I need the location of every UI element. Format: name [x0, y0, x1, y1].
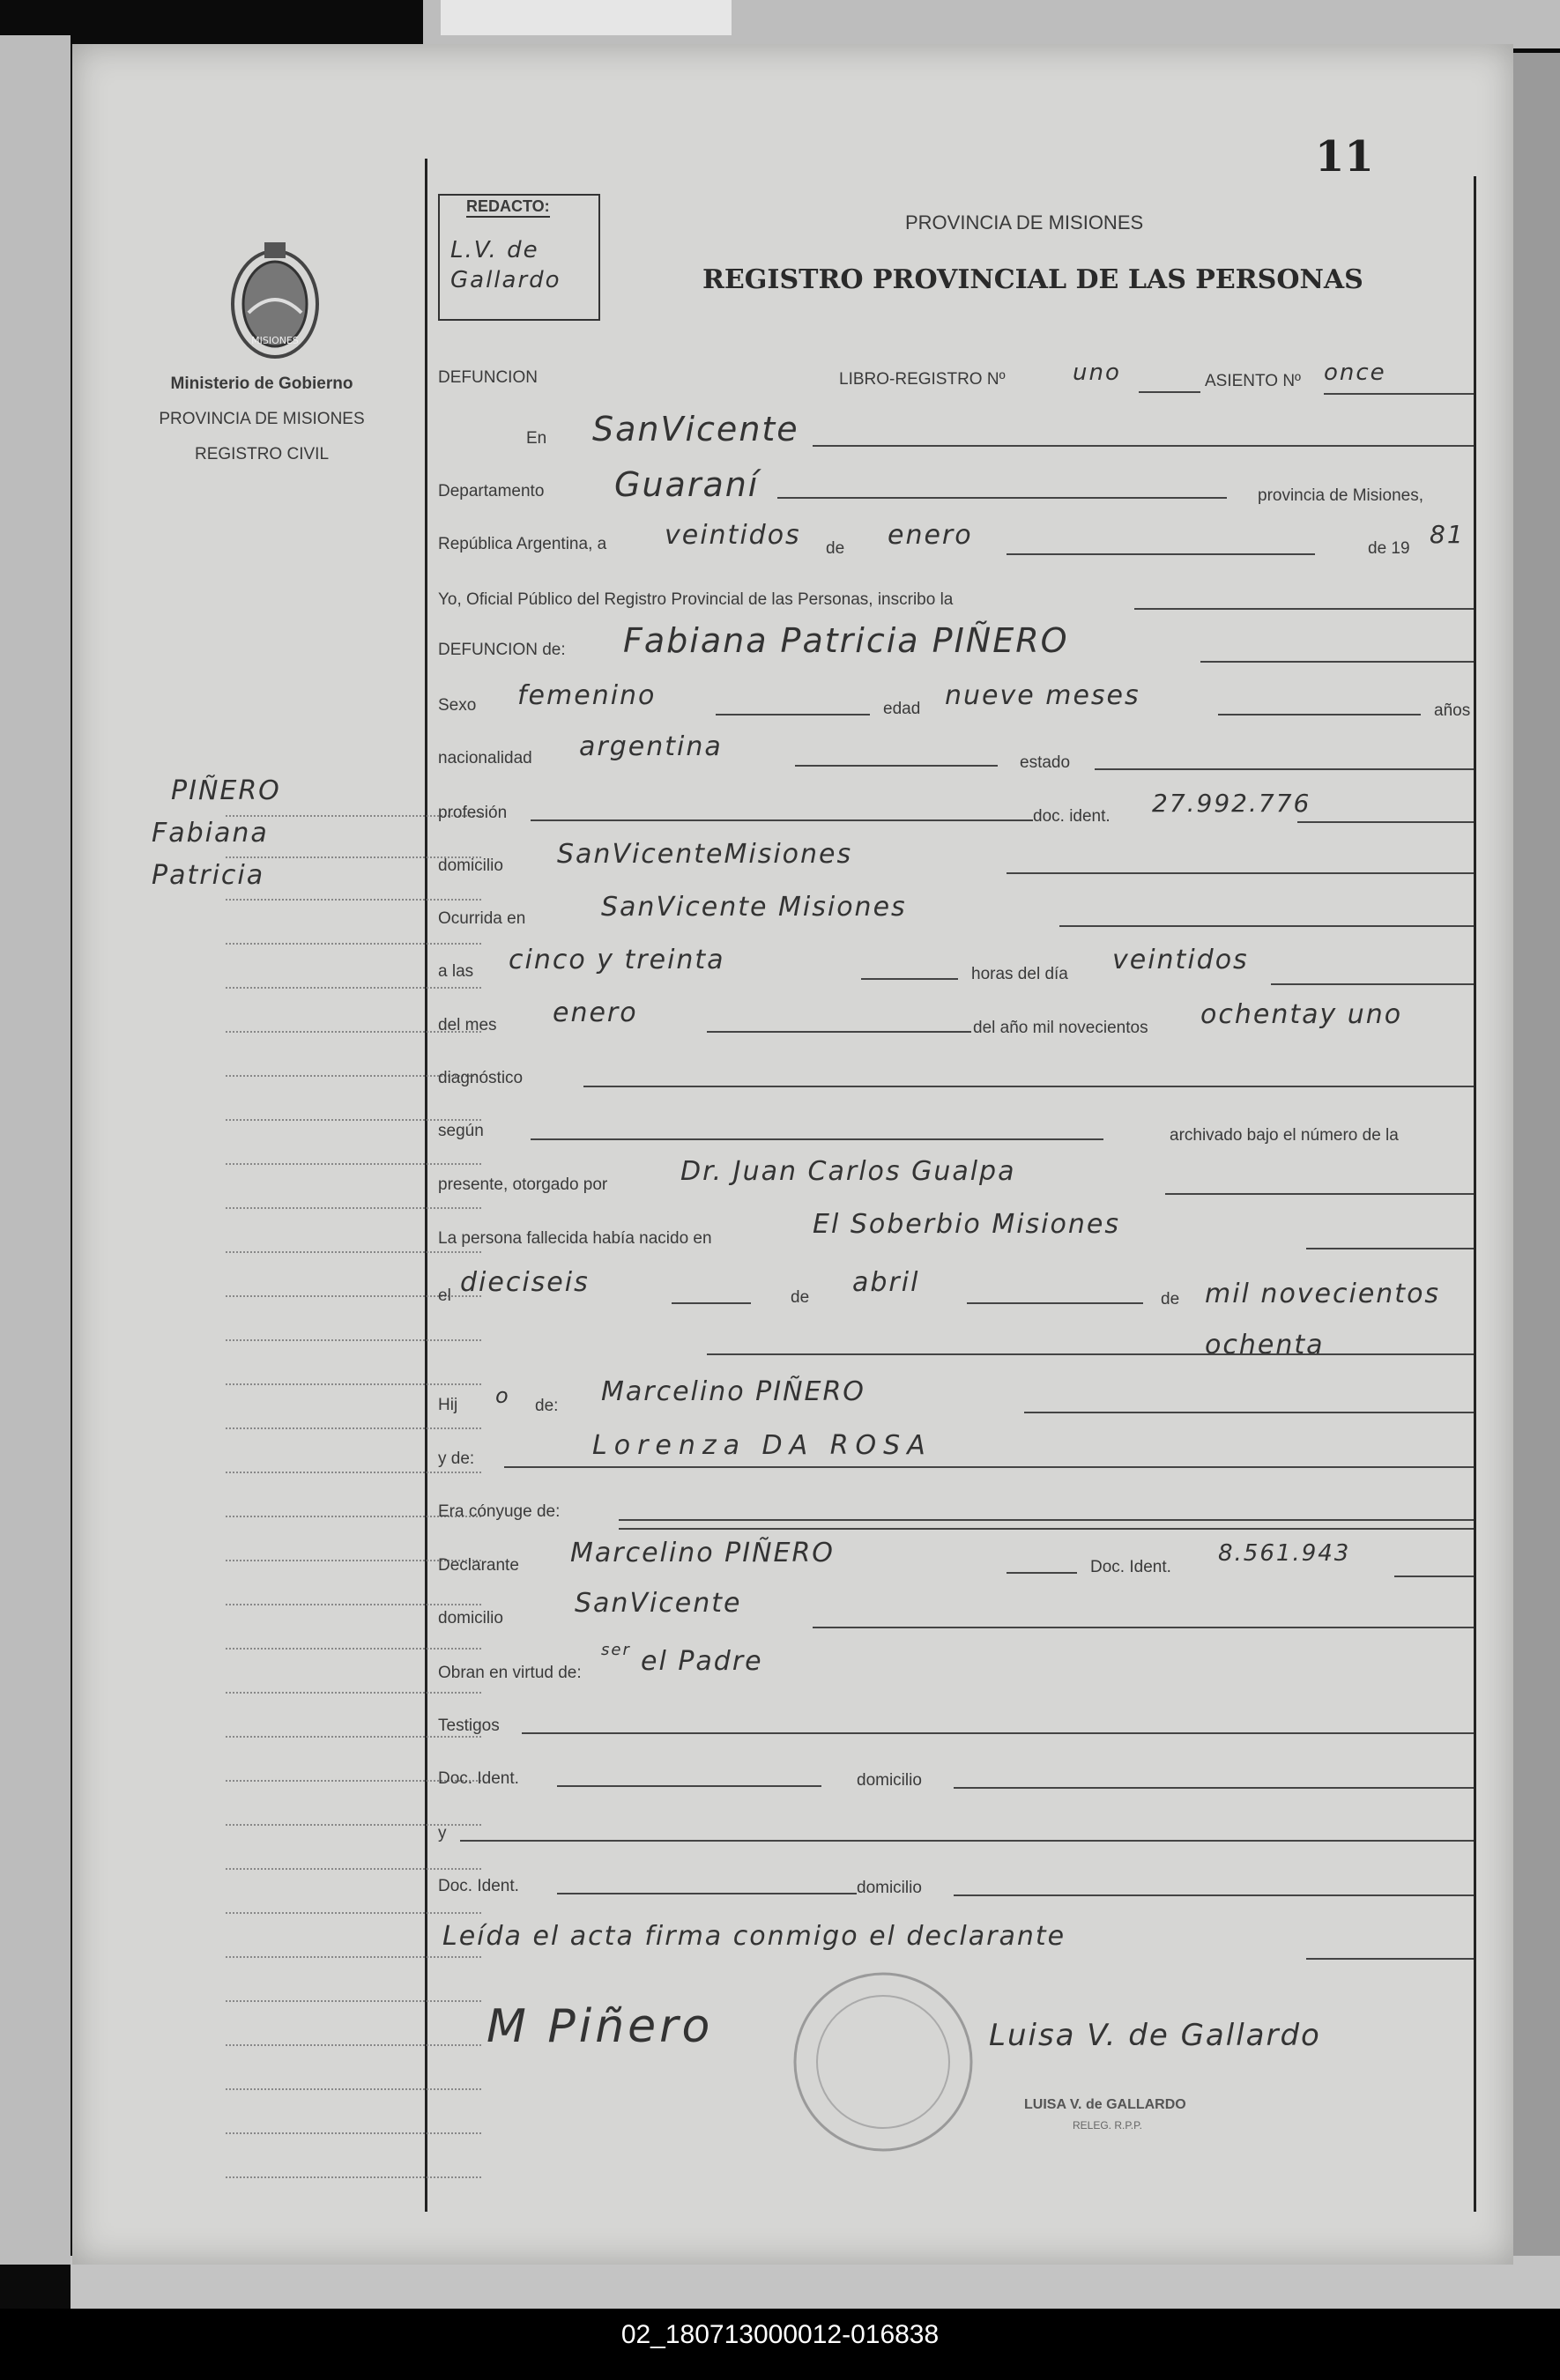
sexo-value: femenino [517, 680, 657, 711]
redacto-box [438, 194, 600, 321]
ministry-line2: PROVINCIA DE MISIONES [159, 410, 365, 428]
segun-label: según [438, 1122, 484, 1140]
diagnostico-label: diagnóstico [438, 1069, 524, 1087]
doc-value: 27.992.776 [1152, 789, 1311, 818]
testigo2-dom-label: domicilio [857, 1879, 922, 1897]
declarante-signature: M Piñero [487, 2000, 714, 2053]
de2-label: de [791, 1288, 810, 1307]
left-rule [425, 159, 427, 2212]
book-edge-top-light [441, 0, 732, 35]
mes-value: enero [888, 520, 973, 551]
conyuge-label: Era cónyuge de: [438, 1502, 561, 1521]
province-header: PROVINCIA DE MISIONES [905, 211, 1144, 234]
de2-value: abril [852, 1267, 920, 1298]
alas-label: a las [438, 962, 474, 981]
ministry-line1: Ministerio de Gobierno [170, 374, 353, 393]
en-label: En [526, 429, 547, 448]
declarante-label: Declarante [438, 1556, 519, 1575]
horas-label: horas del día [971, 965, 1068, 983]
libro-label: LIBRO-REGISTRO Nº [839, 370, 1006, 389]
margin-line [226, 1207, 481, 1209]
asiento-label: ASIENTO Nº [1205, 372, 1301, 390]
margin-line [226, 2044, 481, 2046]
ministry-line3: REGISTRO CIVIL [194, 445, 330, 463]
presente-label: presente, otorgado por [438, 1175, 608, 1194]
margin-line [226, 1339, 481, 1341]
obran-label: Obran en virtud de: [438, 1664, 582, 1682]
margin-line [226, 1692, 481, 1694]
asiento-value: once [1324, 360, 1386, 386]
delanio-value: ochentay uno [1200, 999, 1403, 1030]
coat-of-arms-icon [222, 234, 328, 366]
obran-value: el Padre [641, 1646, 763, 1677]
departamento-value: Guaraní [614, 465, 760, 504]
margin-note-name1: Fabiana [152, 818, 269, 849]
estado-label: estado [1020, 753, 1071, 772]
republica-label: República Argentina, a [438, 535, 607, 553]
margin-line [226, 1472, 481, 1473]
archivado-label: archivado bajo el número de la [1170, 1126, 1399, 1145]
official-stamp-icon [786, 1965, 980, 2159]
de3-value: mil novecientos ochenta [1205, 1279, 1441, 1361]
margin-line [226, 2088, 481, 2090]
declarante-doc-value: 8.561.943 [1218, 1540, 1351, 1567]
domicilio-label: domicilio [438, 856, 503, 875]
margin-line [226, 1163, 481, 1165]
image-code-footer: 02_180713000012-016838 [0, 2309, 1560, 2380]
margin-line [226, 1604, 481, 1605]
de19-label: de 19 [1368, 539, 1410, 558]
nacionalidad-value: argentina [579, 731, 723, 762]
margin-note-surname: PIÑERO [171, 775, 281, 806]
provincia-label: provincia de Misiones, [1258, 486, 1423, 505]
testigo1-doc-label: Doc. Ident. [438, 1769, 519, 1788]
delmes-label: del mes [438, 1016, 497, 1034]
delmes-value: enero [553, 997, 638, 1028]
redacto-value: L.V. de Gallardo [450, 237, 561, 293]
domicilio2-value: SanVicente [575, 1588, 742, 1619]
register-page [72, 44, 1513, 2265]
margin-line [226, 1119, 481, 1121]
margin-line [226, 1427, 481, 1429]
facing-page-edge [0, 35, 71, 2265]
nacido-value: El Soberbio Misiones [813, 1209, 1120, 1240]
defuncion-label: DEFUNCION [438, 368, 538, 387]
margin-line [226, 987, 481, 989]
defuncion-de-label: DEFUNCION de: [438, 641, 566, 659]
page-number: 11 [1315, 132, 1374, 182]
registry-header: REGISTRO PROVINCIAL DE LAS PERSONAS [702, 264, 1363, 295]
anio-value: 81 [1430, 520, 1465, 549]
margin-line [226, 1251, 481, 1253]
margin-line [226, 2132, 481, 2134]
el-value: dieciseis [460, 1267, 590, 1298]
libro-value: uno [1073, 360, 1121, 386]
stamp-name: LUISA V. de GALLARDO [1024, 2097, 1186, 2112]
declarante-value: Marcelino PIÑERO [570, 1538, 835, 1568]
de-label: de [826, 539, 845, 558]
anios-label: años [1434, 701, 1471, 720]
oficial-label: Yo, Oficial Público del Registro Provincial de las Personas, inscribo la [438, 590, 954, 609]
testigos-label: Testigos [438, 1716, 500, 1735]
margin-line [226, 1868, 481, 1870]
margin-line [226, 1648, 481, 1650]
seal-text: MISIONES [251, 335, 299, 346]
margin-line [226, 1383, 481, 1385]
y-label: y [438, 1824, 447, 1842]
horas-dia-value: veintidos [1112, 945, 1249, 975]
edad-label: edad [883, 700, 921, 718]
testigo2-doc-label: Doc. Ident. [438, 1877, 519, 1895]
sexo-label: Sexo [438, 696, 477, 715]
hij-label: Hij [438, 1396, 458, 1414]
yde-label: y de: [438, 1450, 475, 1468]
de3-label: de [1161, 1290, 1180, 1309]
domicilio2-label: domicilio [438, 1609, 503, 1627]
padre-value: Marcelino PIÑERO [601, 1376, 865, 1407]
oficial-signature: Luisa V. de Gallardo [989, 2018, 1321, 2053]
nacionalidad-label: nacionalidad [438, 749, 532, 767]
stamp-title: RELEG. R.P.P. [1073, 2119, 1142, 2132]
dia-value: veintidos [665, 520, 801, 551]
redacto-label: REDACTO: [466, 197, 550, 218]
en-value: SanVicente [592, 410, 799, 449]
docident-label: Doc. Ident. [1090, 1558, 1171, 1576]
margin-line [226, 899, 481, 901]
departamento-label: Departamento [438, 482, 545, 500]
margin-note-name2: Patricia [152, 860, 265, 891]
hijde-label: de: [535, 1397, 559, 1415]
margin-line [226, 1912, 481, 1914]
margin-line [226, 1736, 481, 1738]
delanio-label: del año mil novecientos [973, 1019, 1148, 1037]
presente-value: Dr. Juan Carlos Gualpa [680, 1156, 1016, 1187]
hijo-suffix: o [495, 1383, 510, 1408]
margin-line [226, 1956, 481, 1958]
closing-statement: Leída el acta firma conmigo el declarante [442, 1921, 1066, 1952]
right-rule [1474, 176, 1476, 2212]
domicilio-value: SanVicenteMisiones [557, 839, 853, 870]
madre-value: Lorenza DA ROSA [592, 1430, 932, 1461]
doc-label: doc. ident. [1033, 807, 1111, 826]
nacido-label: La persona fallecida había nacido en [438, 1229, 712, 1248]
margin-line [226, 2176, 481, 2178]
nombre-value: Fabiana Patricia PIÑERO [623, 621, 1069, 660]
ser-value: ser [601, 1641, 631, 1659]
hora-value: cinco y treinta [509, 945, 725, 975]
ocurrida-value: SanVicente Misiones [601, 892, 907, 923]
profesion-label: profesión [438, 804, 508, 822]
margin-line [226, 943, 481, 945]
ocurrida-label: Ocurrida en [438, 909, 526, 928]
margin-line [226, 2000, 481, 2002]
el-label: el [438, 1286, 451, 1305]
testigo1-dom-label: domicilio [857, 1771, 922, 1790]
edad-value: nueve meses [945, 680, 1140, 711]
